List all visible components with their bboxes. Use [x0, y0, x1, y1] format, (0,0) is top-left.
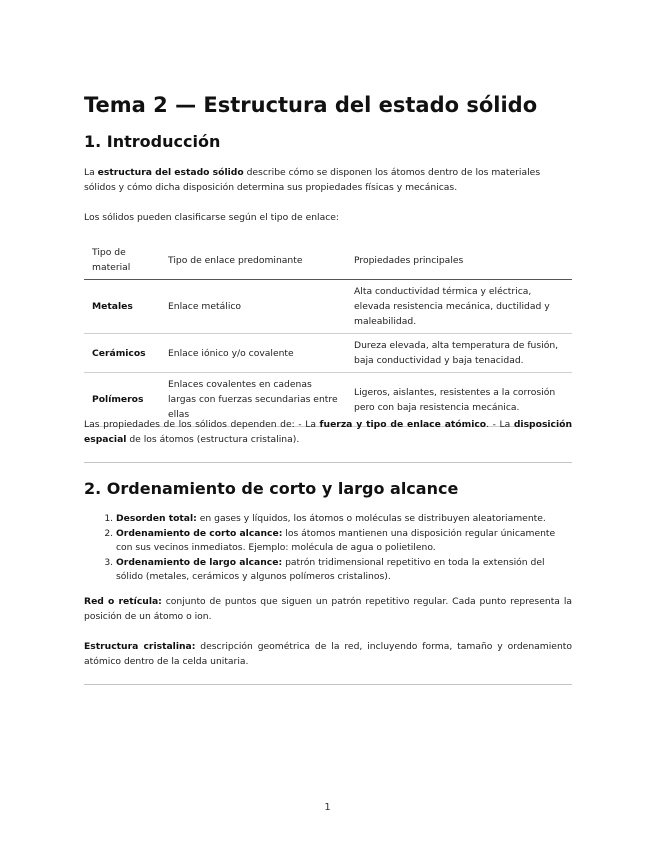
classification-paragraph: Los sólidos pueden clasificarse según el tipo de enlace:: [84, 212, 340, 223]
cell-enlace: Enlace iónico y/o covalente: [160, 334, 346, 373]
dependencies-text-e: de los átomos (estructura cristalina).: [126, 434, 300, 445]
list-item-text: en gases y líquidos, los átomos o moléculas se distribuyen aleatoriamente.: [196, 513, 546, 524]
crystal-structure-paragraph: [84, 639, 572, 669]
document-title: Tema 2 — Estructura del estado sólido: [84, 93, 538, 117]
cell-enlace: Enlace metálico: [160, 280, 346, 334]
section-1-heading: 1. Introducción: [84, 132, 221, 151]
dependencies-term-bond: fuerza y tipo de enlace atómico: [319, 419, 487, 430]
list-item: [116, 527, 572, 556]
column-header-propiedades: Propiedades principales: [346, 241, 572, 280]
cell-material: Polímeros: [84, 373, 160, 427]
table-row: [84, 334, 572, 373]
column-header-enlace: Tipo de enlace predominante: [160, 241, 346, 280]
list-item-term: Ordenamiento de largo alcance:: [116, 556, 283, 568]
order-types-list: [84, 512, 572, 585]
section-divider: [84, 684, 572, 685]
section-divider: [84, 462, 572, 463]
dependencies-text-a: Las propiedades de los sólidos dependen de: - La: [84, 419, 320, 430]
column-header-material: Tipo de material: [84, 241, 160, 280]
intro-text-c: describe cómo se disponen los átomos dentro de los materiales sólidos y cómo dicha disposición determina sus propiedades físicas y mecánicas.: [84, 167, 541, 193]
dependencies-text-c: . - La: [486, 419, 514, 430]
list-item: [116, 512, 572, 527]
intro-term: estructura del estado sólido: [97, 167, 244, 178]
dependencies-term-spatial: disposición espacial: [84, 419, 573, 445]
cell-material: Metales: [84, 280, 160, 334]
list-item-text: patrón tridimensional repetitivo en toda la extensión del sólido (metales, cerámicos y algunos polímeros cristalinos).: [116, 556, 545, 583]
list-item: [116, 556, 572, 585]
dependencies-paragraph: [84, 417, 572, 447]
table-row: [84, 280, 572, 334]
cell-propiedades: Dureza elevada, alta temperatura de fusión, baja conductividad y baja tenacidad.: [346, 334, 572, 373]
intro-text-a: La: [84, 167, 98, 178]
lattice-term: Red o retícula:: [84, 596, 162, 607]
list-item-text: los átomos mantienen una disposición regular únicamente con sus vecinos inmediatos. Ejemplo: molécula de agua o polietileno.: [116, 527, 556, 554]
crystal-structure-text: descripción geométrica de la red, incluyendo forma, tamaño y ordenamiento atómico dentro de la celda unitaria.: [84, 641, 572, 667]
list-item-term: Desorden total:: [116, 513, 197, 524]
lattice-text: conjunto de puntos que siguen un patrón repetitivo regular. Cada punto representa la posición de un átomo o ion.: [84, 596, 572, 622]
list-item-term: Ordenamiento de corto alcance:: [116, 527, 283, 539]
intro-paragraph: [84, 165, 572, 195]
section-2-heading: 2. Ordenamiento de corto y largo alcance: [84, 479, 459, 498]
cell-enlace: Enlaces covalentes en cadenas largas con fuerzas secundarias entre ellas: [160, 373, 346, 427]
page-number: 1: [324, 802, 331, 813]
crystal-structure-term: Estructura cristalina:: [84, 641, 196, 652]
lattice-paragraph: [84, 594, 572, 624]
table-header-row: [84, 241, 572, 280]
cell-propiedades: Alta conductividad térmica y eléctrica, elevada resistencia mecánica, ductilidad y maleabilidad.: [346, 280, 572, 334]
materials-table: [84, 241, 572, 427]
cell-propiedades: Ligeros, aislantes, resistentes a la corrosión pero con baja resistencia mecánica.: [346, 373, 572, 427]
cell-material: Cerámicos: [84, 334, 160, 373]
